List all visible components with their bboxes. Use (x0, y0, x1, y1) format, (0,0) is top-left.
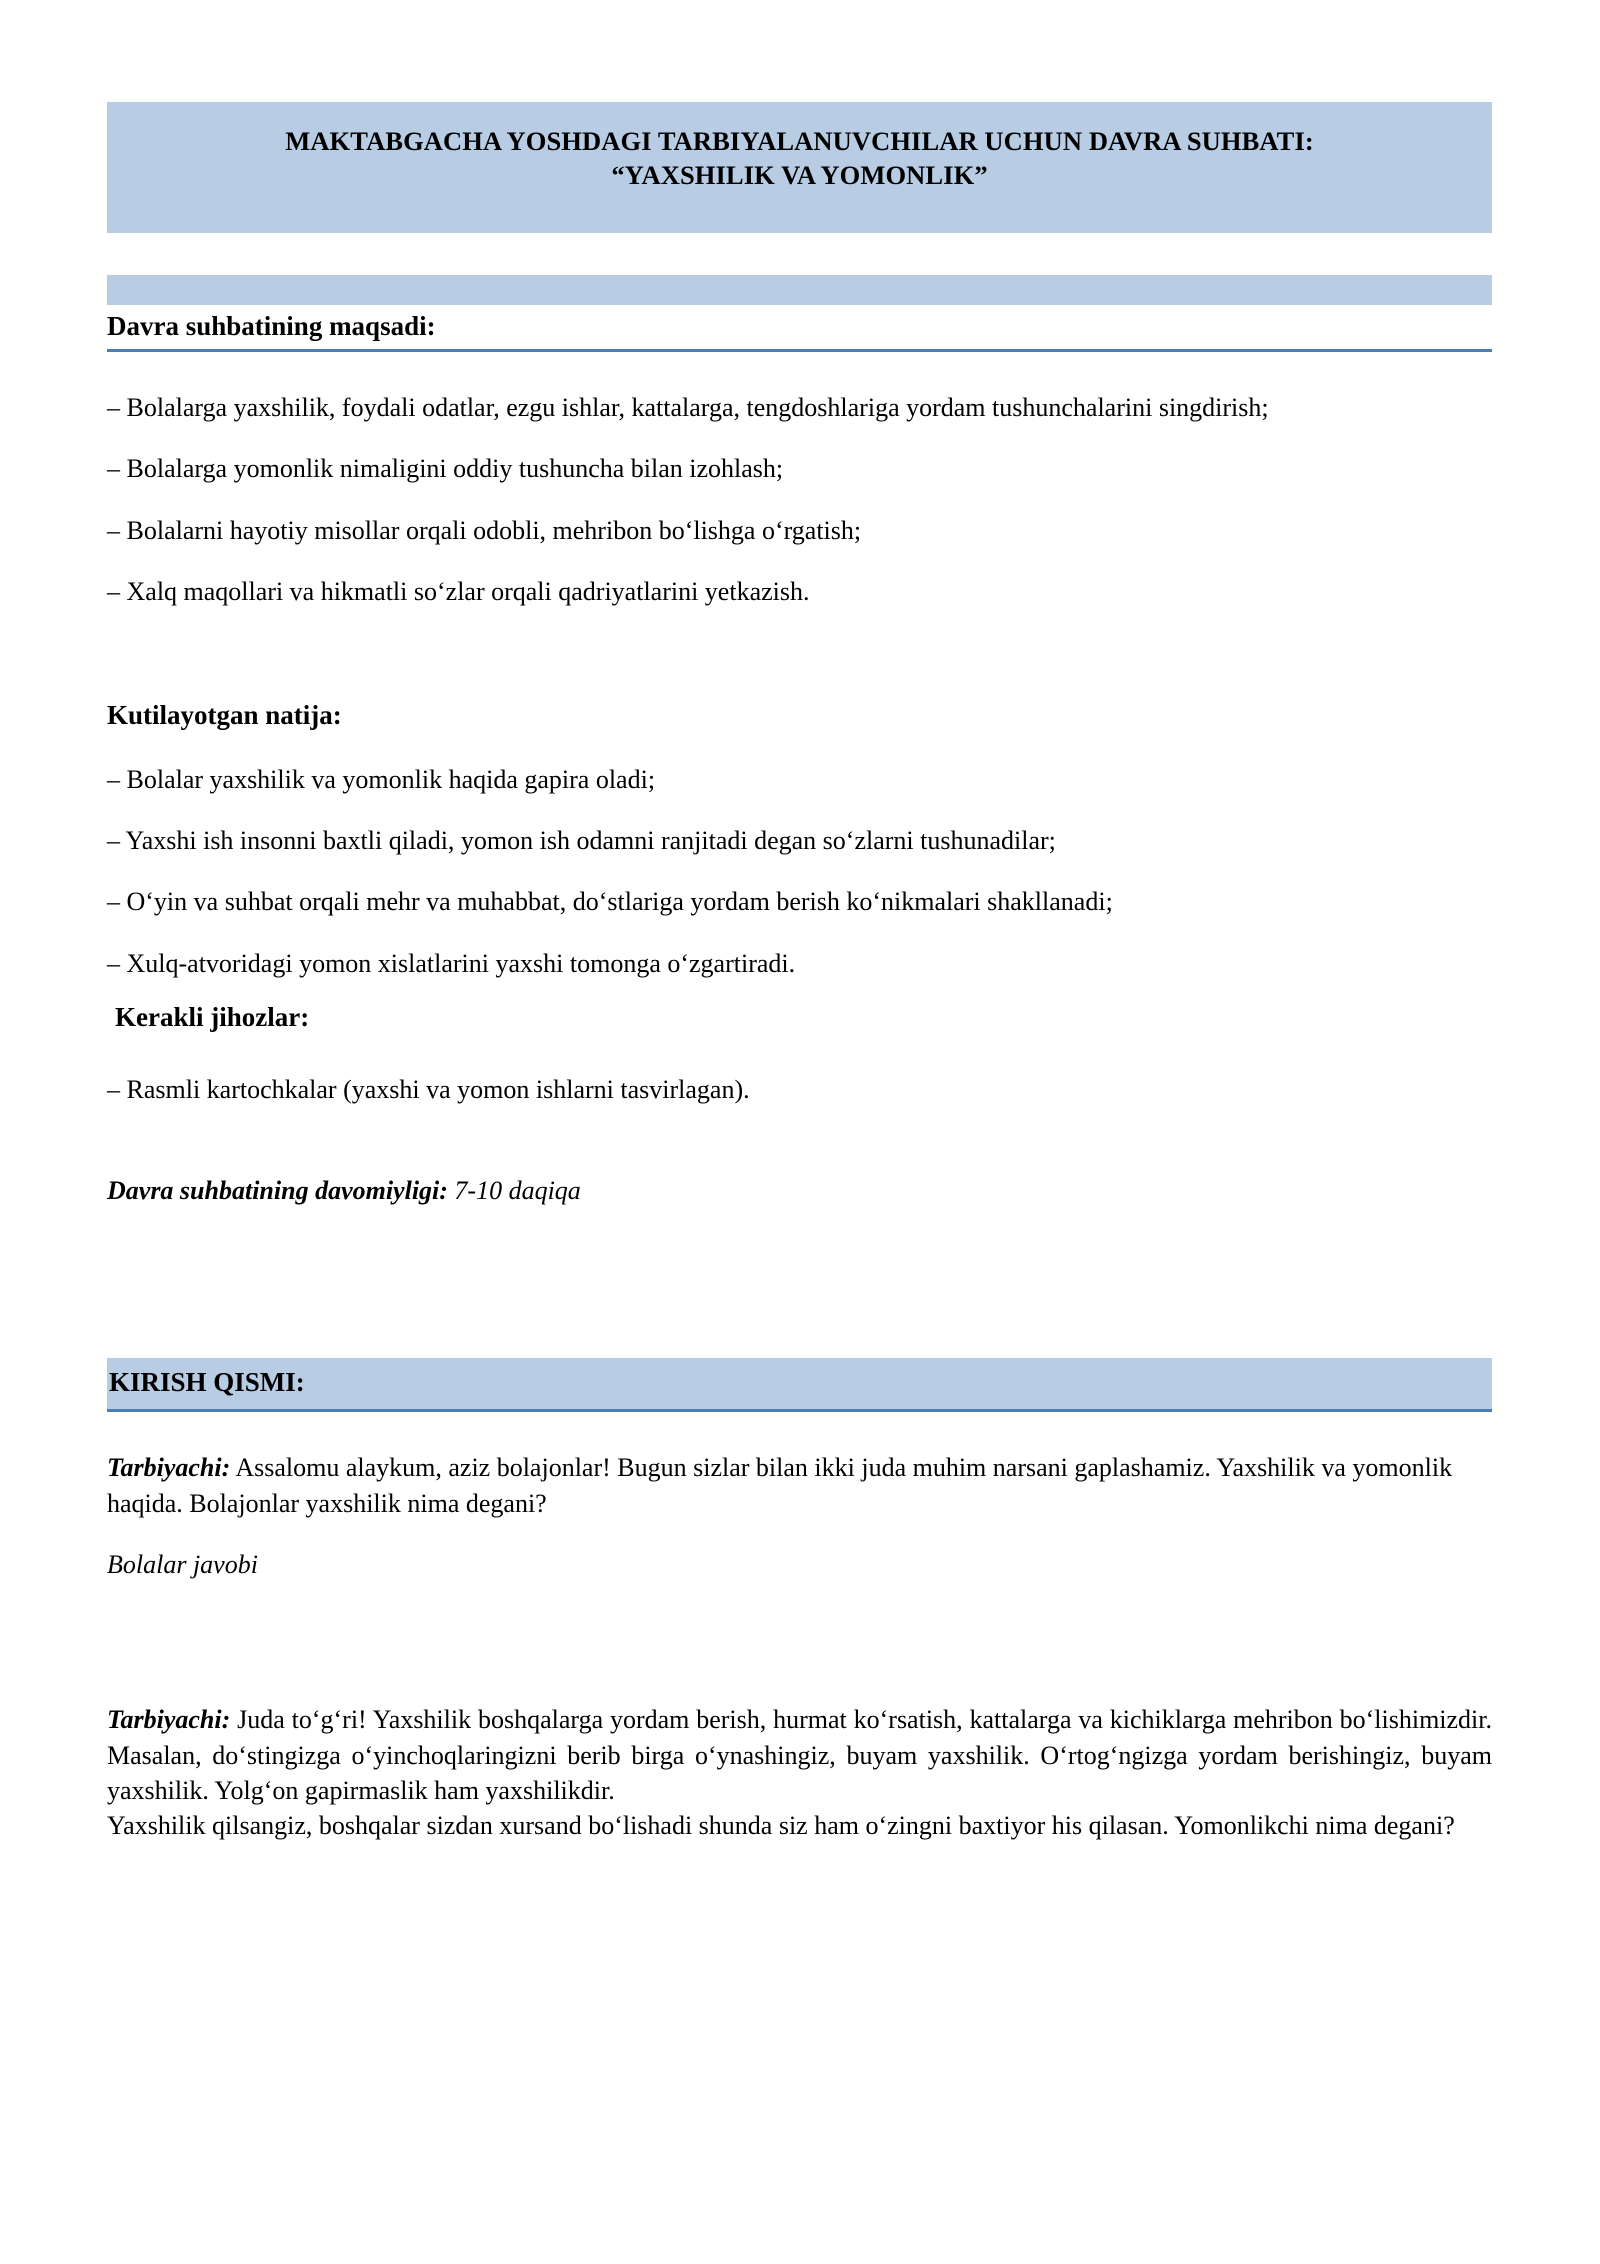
maqsad-item-4: – Xalq maqollari va hikmatli so‘zlar orqali qadriyatlarini yetkazish. (107, 577, 810, 606)
natija-item-4: – Xulq-atvoridagi yomon xislatlarini yaxshi tomonga o‘zgartiradi. (107, 948, 796, 978)
section-heading-kirish: KIRISH QISMI: (107, 1358, 1492, 1412)
spacer (107, 1521, 1492, 1547)
natija-item-3: – O‘yin va suhbat orqali mehr va muhabbat, do‘stlariga yordam berish ko‘nikmalari shakllanadi; (107, 887, 1113, 917)
spacer (107, 352, 1492, 390)
spacer (107, 1208, 1492, 1358)
document-content (107, 0, 1492, 1844)
natija-item-2: – Yaxshi ish insonni baxtli qiladi, yomon ish odamni ranjitadi degan so‘zlarni tushunadilar; (107, 826, 1056, 856)
stage-note-bolalar-javobi: Bolalar javobi (107, 1549, 258, 1579)
document-title-line-2: “YAXSHILIK VA YOMONLIK” (611, 160, 988, 191)
duration-value: 7-10 daqiqa (447, 1175, 581, 1205)
speaker-label-tarbiyachi-2: Tarbiyachi: (107, 1705, 231, 1735)
section-heading-jihozlar: Kerakli jihozlar: (115, 1002, 310, 1033)
maqsad-item-2: – Bolalarga yomonlik nimaligini oddiy tushuncha bilan izohlash; (107, 454, 784, 484)
spacer (107, 1582, 1492, 1702)
spacer (107, 1412, 1492, 1450)
maqsad-item-3: – Bolalarni hayotiy misollar orqali odobli, mehribon bo‘lishga o‘rgatish; (107, 515, 862, 545)
spacer (107, 609, 1492, 699)
kirish-dialog-line-2 (107, 1702, 1492, 1808)
maqsad-item-1: – Bolalarga yaxshilik, foydali odatlar, ezgu ishlar, kattalarga, tengdoshlariga yordam tushunchalarini singdirish; (107, 392, 1269, 422)
duration-line (107, 1173, 1492, 1208)
spacer (107, 1107, 1492, 1173)
decorative-band-strip (107, 275, 1492, 305)
document-title-line-1: MAKTABGACHA YOSHDAGI TARBIYALANUVCHILAR UCHUN DAVRA SUHBATI: (285, 126, 1314, 156)
speaker-text-tarbiyachi-1: Assalomu alaykum, aziz bolajonlar! Bugun sizlar bilan ikki juda muhim narsani gaplashamiz. Yaxshilik va yomonlik haqida. Bolajonlar yaxshilik nima degani? (107, 1453, 1453, 1518)
spacer (107, 732, 1492, 762)
natija-item-1: – Bolalar yaxshilik va yomonlik haqida gapira oladi; (107, 764, 656, 794)
duration-label: Davra suhbatining davomiyligi: (107, 1175, 448, 1205)
jihozlar-item-1: – Rasmli kartochkalar (yaxshi va yomon ishlarni tasvirlagan). (107, 1074, 750, 1104)
document-title-banner (107, 102, 1492, 233)
speaker-label-tarbiyachi-1: Tarbiyachi: (107, 1453, 231, 1483)
speaker-text-tarbiyachi-2: Juda to‘g‘ri! Yaxshilik boshqalarga yordam berish, hurmat ko‘rsatish, kattalarga va kichiklarga mehribon bo‘lishimizdir. Masalan, do‘stingizga o‘yinchoqlaringizni berib birga o‘ynashingiz, buyam yaxshilik. O‘rtog‘ngizga yordam berishingiz, buyam yaxshilik. Yolg‘on gapirmaslik ham yaxshilikdir. (107, 1705, 1492, 1805)
kirish-dialog-line-1 (107, 1450, 1492, 1521)
kirish-closing-line: Yaxshilik qilsangiz, boshqalar sizdan xursand bo‘lishadi shunda siz ham o‘zingni baxtiyor his qilasan. Yomonlikchi nima degani? (107, 1811, 1455, 1841)
spacer (107, 981, 1492, 1001)
spacer (107, 1034, 1492, 1072)
section-heading-maqsad: Davra suhbatining maqsadi: (107, 305, 1492, 352)
section-heading-natija: Kutilayotgan natija: (107, 700, 342, 731)
